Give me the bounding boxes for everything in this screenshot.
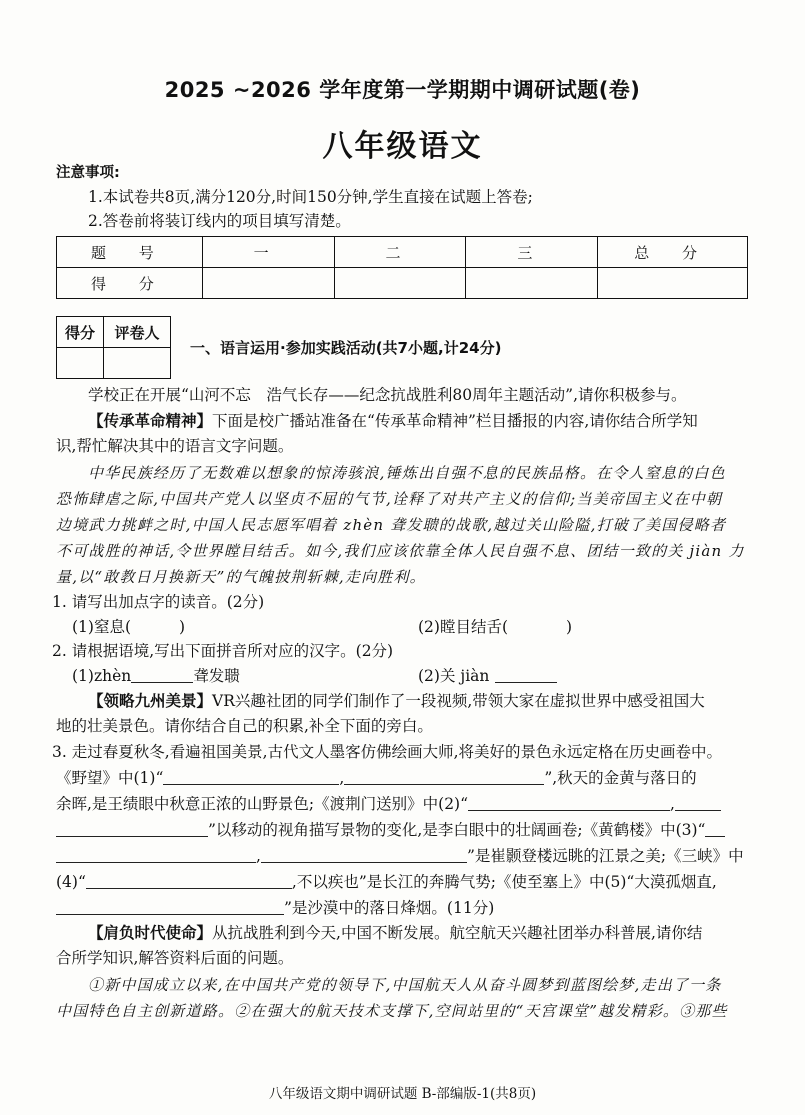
notes-heading: 注意事项: [56, 165, 120, 181]
note-item-2: 2.答卷前将装订线内的项目填写清楚。 [88, 212, 351, 230]
q3-text: , [670, 795, 675, 813]
q2-b [418, 665, 557, 687]
q3-blank-3a-start[interactable] [705, 820, 725, 837]
material-line: 中国特色自主创新道路。②在强大的航天技术支撑下,空间站里的“天宫课堂”越发精彩。③那些 [56, 1002, 728, 1020]
part1-line1 [88, 410, 698, 432]
q1-b [418, 616, 572, 638]
q3-text: 余晖,是王绩眼中秋意正浓的山野景色;《渡荆门送别》中(2)“ [56, 795, 469, 813]
q2-b-answer[interactable] [495, 666, 557, 683]
material-line: ①新中国成立以来,在中国共产党的领导下,中国航天人从奋斗圆梦到蓝图绘梦,走出了一条 [88, 976, 722, 994]
intro-text: 学校正在开展“山河不忘 浩气长存——纪念抗战胜利80周年主题活动”,请你积极参与。 [88, 386, 687, 404]
q1-b-label: (2)瞠目结舌( [418, 618, 509, 636]
q3-blank-3a[interactable] [56, 846, 256, 863]
part2-text: VR兴趣社团的同学们制作了一段视频,带领大家在虚拟世界中感受祖国大 [212, 692, 705, 710]
q3-blank-5[interactable] [56, 898, 284, 915]
part1-heading: 【传承革命精神】 [88, 412, 213, 430]
score-table [56, 236, 748, 299]
q3-text: ”是沙漠中的落日烽烟。(11分) [284, 899, 495, 917]
part3-line1 [88, 922, 702, 944]
part2-heading: 【领略九州美景】 [88, 692, 213, 710]
q3-text: ”以移动的视角描写景物的变化,是李白眼中的壮阔画卷;《黄鹤楼》中(3)“ [208, 821, 706, 839]
score-table-header: 题 号 [57, 237, 203, 268]
grader-score-cell[interactable] [57, 348, 104, 379]
q3-text: (4)“ [56, 873, 86, 891]
part2-line1 [88, 690, 705, 712]
q2-a-answer[interactable] [131, 666, 193, 683]
passage-line: 不可战胜的神话,令世界瞠目结舌。如今,我们应该依靠全体人民自强不息、团结一致的关 jiàn 力 [56, 542, 745, 560]
q3-line4 [56, 819, 725, 841]
q2-b-label: (2)关 jiàn [418, 667, 490, 685]
subject-title: 八年级语文 [322, 129, 483, 164]
section-title: 一、语言运用·参加实践活动(共7小题,计24分) [190, 339, 502, 357]
q3-blank-4[interactable] [86, 872, 292, 889]
q3-line7 [56, 897, 494, 919]
score-cell[interactable] [334, 268, 466, 299]
grader-name-label: 评卷人 [104, 317, 171, 348]
score-cell[interactable] [598, 268, 748, 299]
score-table-header: 三 [466, 237, 598, 268]
q2-a-label: (1)zhèn [72, 667, 132, 685]
q2-a-tail: 聋发聩 [193, 667, 240, 685]
exam-title: 2025 ~2026 学年度第一学期期中调研试题(卷) [164, 78, 641, 102]
part3-text: 从抗战胜利到今天,中国不断发展。航空航天兴趣社团举办科普展,请你结 [212, 924, 703, 942]
q3-line5 [56, 845, 744, 867]
q3-blank-3b[interactable] [261, 846, 467, 863]
q3-text: , [339, 769, 345, 787]
q1-b-close: ) [566, 618, 573, 636]
q3-text: ”是崔颢登楼远眺的江景之美;《三峡》中 [466, 847, 744, 865]
q1-stem: 1. 请写出加点字的读音。(2分) [52, 593, 265, 611]
passage-line: 恐怖肆虐之际,中国共产党人以坚贞不屈的气节,诠释了对共产主义的信仰;当美帝国主义在中朝 [56, 490, 723, 508]
passage-line: 边境武力挑衅之时,中国人民志愿军唱着 zhèn 聋发聩的战歌,越过关山险隘,打破了美国侵略者 [56, 516, 727, 534]
q3-text: ,不以疾也”是长江的奔腾气势;《使至塞上》中(5)“大漠孤烟直, [291, 873, 717, 891]
score-row-label: 得 分 [57, 268, 203, 299]
passage-line: 中华民族经历了无数难以想象的惊涛骇浪,锤炼出自强不息的民族品格。在令人窒息的白色 [88, 464, 726, 482]
q3-blank-2a[interactable] [468, 794, 670, 811]
grader-name-cell[interactable] [104, 348, 171, 379]
q3-line3 [56, 793, 721, 815]
score-table-header: 二 [334, 237, 466, 268]
q3-line2 [56, 767, 697, 789]
q1-a [72, 616, 185, 638]
grader-box [56, 316, 171, 379]
score-table-header: 一 [202, 237, 334, 268]
page-footer: 八年级语文期中调研试题 B-部编版-1(共8页) [268, 1086, 537, 1102]
score-cell[interactable] [466, 268, 598, 299]
passage-line: 量,以“敢教日月换新天”的气魄披荆斩棘,走向胜利。 [56, 568, 426, 586]
q3-blank-2b[interactable] [56, 820, 208, 837]
q1-a-close: ) [179, 618, 186, 636]
q3-blank-1a[interactable] [163, 768, 339, 785]
q3-blank-1b[interactable] [344, 768, 544, 785]
grader-score-label: 得分 [57, 317, 104, 348]
q1-a-label: (1)窒息( [72, 618, 132, 636]
part1-text: 下面是校广播站准备在“传承革命精神”栏目播报的内容,请你结合所学知 [212, 412, 698, 430]
score-table-header: 总 分 [598, 237, 748, 268]
part1-line2: 识,帮忙解决其中的语言文字问题。 [56, 437, 294, 455]
part3-heading: 【肩负时代使命】 [88, 924, 213, 942]
q3-text: , [256, 847, 261, 865]
q2-a [72, 665, 240, 687]
q3-text: ”,秋天的金黄与落日的 [544, 769, 697, 787]
q3-line6 [56, 871, 717, 893]
q3-line1: 3. 走过春夏秋冬,看遍祖国美景,古代文人墨客仿佛绘画大师,将美好的景色永远定格在历史画卷中。 [52, 743, 722, 761]
note-item-1: 1.本试卷共8页,满分120分,时间150分钟,学生直接在试题上答卷; [88, 188, 533, 206]
q3-text: 《野望》中(1)“ [56, 769, 164, 787]
score-cell[interactable] [202, 268, 334, 299]
q2-stem: 2. 请根据语境,写出下面拼音所对应的汉字。(2分) [52, 642, 394, 660]
q3-blank-2b-start[interactable] [675, 794, 721, 811]
part3-line2: 合所学知识,解答资料后面的问题。 [56, 949, 294, 967]
part2-line2: 地的壮美景色。请你结合自己的积累,补全下面的旁白。 [56, 717, 433, 735]
